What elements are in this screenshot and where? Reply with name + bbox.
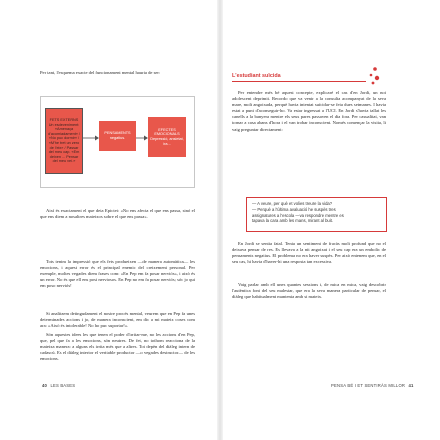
emotional-effects-box: EFECTES EMOCIONALS Depressió, ansietat, ira...	[148, 117, 186, 157]
arrow-right-icon	[136, 133, 148, 143]
dialogue-line: — A veure, per què et volies treure la vida?	[252, 201, 333, 206]
decorative-dots-icon	[367, 66, 381, 86]
external-events-box: FETS EXTERNS Un esdeveniment: «Amenaça d'acomiadament» / «No puc dormir» / «M'he tret un zero de l'eix» / Passar del meu cap. «Em deixen ... Pensar del meu veí.»	[45, 108, 83, 174]
left-paragraph-2: Tots tenim la impressió que els fets produeixen —de manera automàtica— les emocions, i aquest error és el principal enemic del creixement personal. Per exemple, moltes vegades diem frases com: «En Pep em fa posar nerviós», i això és un error. No és que ell ens posi nerviosos. En Pep no em fa posar nerviós; sóc jo qui em poso nerviós!	[40, 259, 195, 289]
right-paragraph-2: En Jordi se sentia fatal. Tenia un sentiment de fracàs molt profund que no el deixava pensar de res. Es llevava a la nit angoixat i el seu cap era un embolic de pensaments negatius. El problema no era haver suspès. Per això entenem que, en el seu cas, hi havia d'haver-hi una resposta tan excessiva.	[232, 241, 386, 265]
page-number: 41	[408, 383, 414, 388]
dialogue-line: tapava la cara amb les mans, mirant al buit.	[252, 218, 333, 224]
left-paragraph-4: Són aquestes idees les que tenen el poder d'irritar-me, no les accions d'en Pep, que, pel que fa a les emocions, són neutres. De fet, no tothom reacciona de la mateixa manera: a alguns els irrita més que a altres. Tot depèn del diàleg intern de cadascú. Es el diàleg interior el veritable productor —o vegades destructor— de les emocions.	[40, 332, 195, 362]
running-head: LES BASES	[50, 383, 76, 388]
left-paragraph-1: Així és exactament el que deia Epictet: «No ens afecta el que ens passa, sinó el que ens diem a nosaltres mateixos sobre el que ens passa».	[40, 208, 195, 220]
running-head: PENSA BÉ I ET SENTIRÀS MILLOR	[331, 383, 406, 388]
left-page-footer	[40, 383, 75, 388]
left-paragraph-3: Si analitzem detingudament el nostre procés mental, veurem que en Pep fa unes determinades accions i jo, de manera inconscient, em dic a mi mateix coses com ara: «Això és intolerable! No ho puc suportar!».	[40, 311, 195, 329]
negative-thoughts-box: PENSAMENTS negatius.	[99, 121, 136, 151]
arrow-right-icon	[83, 133, 99, 143]
left-intro-paragraph: Per tant, l'esquema exacte del funcionament mental hauria de ser:	[40, 70, 161, 75]
right-paragraph-1: Per entendre més bé aquest concepte, explicaré el cas d'en Jordi, un noi adolescent deprimit. Recordo que va venir a la consulta acompanyat de la seva mare, molt angoixada, perquè havia intentat suïcidar-se feia dues setmanes. I havia estat a punt d'aconseguir-ho. Va estar ingressat a l'UCI. En Jordi s'havia tallat les canells a la banyera mentre els seus pares passaven el dia fora. Per casualitat, van tornar a casa abans d'hora i el van trobar inconscient. Només començar la visita, li vaig preguntar directament:	[232, 90, 386, 132]
thinking-process-diagram	[40, 96, 195, 188]
right-paragraph-3: Vaig parlar amb ell unes quantes sessions i, de mica en mica, vaig descobrir l'autèntica font del seu malestar, que era la seva manera particular de pensar, el diàleg que habitualment mantenia amb si mateix.	[232, 282, 386, 300]
section-rule	[232, 81, 366, 82]
section-heading: L'estudiant suïcida	[232, 73, 281, 79]
page-number: 40	[42, 383, 48, 388]
dialogue-box	[246, 197, 387, 232]
dialogue-line: — Perquè a l'última avaluació he suspès tres	[252, 206, 336, 212]
dialogue-line: assignatures a l'escola —va respondre mentre es	[252, 212, 344, 218]
right-page-footer	[331, 383, 416, 388]
